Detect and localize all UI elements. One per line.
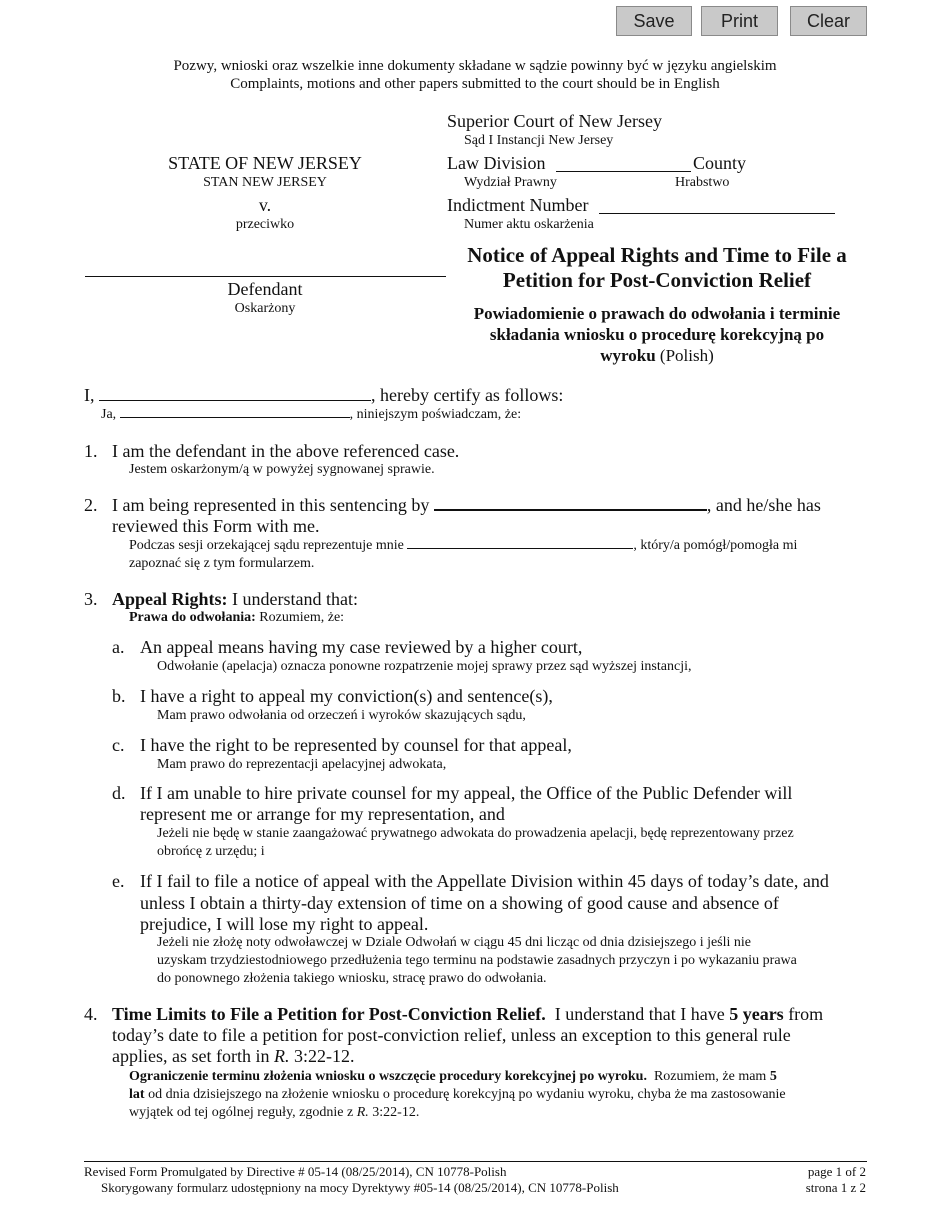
item-3e-text-line-3: prejudice, I will lose my right to appeal. xyxy=(140,914,429,934)
form-title-polish-bold: wyroku xyxy=(600,346,656,365)
indictment-number-label-polish: Numer aktu oskarżenia xyxy=(464,217,594,232)
item-4-line-2: today’s date to file a petition for post-conviction relief, unless an exception to this general rule xyxy=(112,1025,791,1045)
item-4-rule-number: 3:22-12. xyxy=(293,1046,355,1066)
indictment-number-input[interactable] xyxy=(599,213,835,214)
county-input[interactable] xyxy=(556,171,691,172)
item-2-polish-line-1 xyxy=(129,537,797,555)
item-2-line-1 xyxy=(112,495,821,516)
print-button[interactable]: Print xyxy=(701,6,778,36)
item-4-line-3-pre: applies, as set forth in xyxy=(112,1046,270,1066)
defendant-name-input[interactable] xyxy=(85,276,446,277)
item-3d-text-line-2: represent me or arrange for my representation, and xyxy=(140,804,505,824)
item-4-years: 5 years xyxy=(729,1004,784,1024)
item-4-polish-line-2 xyxy=(129,1086,786,1104)
item-3b-text-polish: Mam prawo odwołania od orzeczeń i wyroków skazujących sądu, xyxy=(157,708,526,723)
defendant-label: Defendant xyxy=(227,279,303,299)
item-3e-text-line-2: unless I obtain a thirty-day extension of time on a showing of good cause and absence of xyxy=(140,893,779,913)
item-4-polish-years: lat xyxy=(129,1087,145,1102)
certify-prefix-polish: Ja, xyxy=(101,407,117,422)
item-3e-polish-line-3: do ponownego złożenia takiego wniosku, stracę prawo do odwołania. xyxy=(157,971,547,986)
certify-line-polish xyxy=(101,406,521,424)
counsel-name-polish-input[interactable] xyxy=(407,537,633,549)
language-notice-english: Complaints, motions and other papers submitted to the court should be in English xyxy=(230,76,720,92)
certifier-name-polish-input[interactable] xyxy=(120,406,350,418)
item-3e-letter: e. xyxy=(112,871,125,891)
certify-line xyxy=(84,385,563,406)
item-3e-polish-line-2: uzyskam trzydziestodniowego przedłużenia tego terminu na podstawie zasadnych przyczyn i po wykazaniu prawa xyxy=(157,953,797,968)
item-3d-text-line-1: If I am unable to hire private counsel for my appeal, the Office of the Public Defender will xyxy=(140,783,793,803)
item-3e-polish-line-1: Jeżeli nie złożę noty odwoławczej w Dziale Odwołań w ciągu 45 dni licząc od dnia dzisiejszego i jeśli nie xyxy=(157,935,752,950)
item-2-polish-suffix: , który/a pomógł/pomogła mi xyxy=(633,538,798,553)
court-name: Superior Court of New Jersey xyxy=(447,111,662,131)
item-1-text: I am the defendant in the above referenced case. xyxy=(112,441,460,461)
item-4-polish-line-3-pre: wyjątek od tej ogólnej reguły, zgodnie z xyxy=(129,1105,354,1120)
indictment-number-label: Indictment Number xyxy=(447,195,589,215)
certify-prefix: I, xyxy=(84,385,95,405)
state-title: STATE OF NEW JERSEY xyxy=(168,153,362,173)
form-title-line-1: Notice of Appeal Rights and Time to File a xyxy=(467,243,847,267)
item-3a-text: An appeal means having my case reviewed by a higher court, xyxy=(140,637,583,657)
appeal-rights-heading: Appeal Rights: xyxy=(112,589,228,609)
item-4-polish-line-1-rest: Rozumiem, że mam xyxy=(653,1069,767,1084)
item-3b-letter: b. xyxy=(112,686,126,706)
item-3-number: 3. xyxy=(84,589,98,609)
save-button[interactable]: Save xyxy=(616,6,692,36)
item-2-polish-line-2: zapoznać się z tym formularzem. xyxy=(129,556,315,571)
item-4-polish-line-2-rest: od dnia dzisiejszego na złożenie wniosku o procedurę korekcyjną po wydaniu wyroku, chyba że ma zastosowanie xyxy=(148,1087,786,1102)
form-title xyxy=(447,243,867,293)
item-4-rule-r: R. xyxy=(273,1046,290,1066)
item-4-line-1-end: from xyxy=(788,1004,824,1024)
time-limits-heading-polish: Ograniczenie terminu złożenia wniosku o wszczęcie procedury korekcyjnej po wyroku. xyxy=(129,1069,647,1084)
item-4-number: 4. xyxy=(84,1004,98,1024)
item-4-line-1 xyxy=(112,1004,823,1025)
footer-page-number: page 1 of 2 xyxy=(807,1164,866,1179)
clear-button[interactable]: Clear xyxy=(790,6,867,36)
item-4-line-3 xyxy=(112,1046,354,1067)
county-label: County xyxy=(693,153,747,173)
item-4-polish-line-3 xyxy=(129,1104,419,1122)
item-3e-text-line-1: If I fail to file a notice of appeal with the Appellate Division within 45 days of today’s date, and xyxy=(140,871,829,891)
item-4-polish-line-1 xyxy=(129,1068,777,1086)
item-3d-letter: d. xyxy=(112,783,126,803)
footer-page-number-polish: strona 1 z 2 xyxy=(805,1180,866,1195)
law-division-label-polish: Wydział Prawny xyxy=(464,175,557,190)
item-1-number: 1. xyxy=(84,441,98,461)
form-title-polish-line-2: składania wniosku o procedurę korekcyjną po xyxy=(489,325,825,344)
counsel-name-input[interactable] xyxy=(434,495,707,511)
appeal-rights-heading-polish: Prawa do odwołania: xyxy=(129,610,256,625)
item-4-polish-rule-number: 3:22-12. xyxy=(372,1105,420,1120)
versus-label: v. xyxy=(258,195,272,215)
item-3d-polish-line-1: Jeżeli nie będę w stanie zaangażować prywatnego adwokata do prowadzenia apelacji, będę reprezentowany przez xyxy=(157,826,794,841)
form-title-line-2: Petition for Post-Conviction Relief xyxy=(502,268,812,292)
item-3-heading xyxy=(112,589,358,610)
item-3d-polish-line-2: obrońcę z urzędu; i xyxy=(157,844,265,859)
item-2-polish-prefix: Podczas sesji orzekającej sądu reprezentuje mnie xyxy=(129,538,404,553)
time-limits-heading: Time Limits to File a Petition for Post-Conviction Relief. xyxy=(112,1004,546,1024)
item-2-suffix: , and he/she has xyxy=(706,495,821,515)
certifier-name-input[interactable] xyxy=(99,386,371,401)
item-3a-text-polish: Odwołanie (apelacja) oznacza ponowne rozpatrzenie mojej sprawy przez sąd wyższej instancji, xyxy=(157,659,692,674)
item-1-text-polish: Jestem oskarżonym/ą w powyżej sygnowanej sprawie. xyxy=(129,462,435,477)
item-2-number: 2. xyxy=(84,495,98,515)
certify-suffix: , hereby certify as follows: xyxy=(371,385,564,405)
item-2-line-2: reviewed this Form with me. xyxy=(112,516,320,536)
item-3c-text-polish: Mam prawo do reprezentacji apelacyjnej adwokata, xyxy=(157,757,447,772)
item-3b-text: I have a right to appeal my conviction(s) and sentence(s), xyxy=(140,686,553,706)
item-4-polish-rule-r: R. xyxy=(356,1105,369,1120)
appeal-rights-intro: I understand that: xyxy=(232,589,358,609)
footer-divider xyxy=(84,1161,867,1162)
item-3c-text: I have the right to be represented by counsel for that appeal, xyxy=(140,735,572,755)
item-3c-letter: c. xyxy=(112,735,125,755)
footer-revision-polish: Skorygowany formularz udostępniony na mocy Dyrektywy #05-14 (08/25/2014), CN 10778-Polish xyxy=(101,1180,619,1195)
versus-label-polish: przeciwko xyxy=(235,217,295,232)
footer-revision: Revised Form Promulgated by Directive # 05-14 (08/25/2014), CN 10778-Polish xyxy=(84,1164,507,1179)
language-notice-polish: Pozwy, wnioski oraz wszelkie inne dokumenty składane w sądzie powinny być w języku angielskim xyxy=(173,58,777,74)
certify-suffix-polish: , niniejszym poświadczam, że: xyxy=(349,407,522,422)
form-title-polish xyxy=(447,303,867,366)
item-4-polish-five: 5 xyxy=(769,1069,777,1084)
form-title-polish-line-3 xyxy=(447,345,867,366)
state-title-polish: STAN NEW JERSEY xyxy=(203,175,327,190)
item-4-line-1-rest: I understand that I have xyxy=(554,1004,725,1024)
form-title-polish-line-1: Powiadomienie o prawach do odwołania i terminie xyxy=(473,304,841,323)
defendant-label-polish: Oskarżony xyxy=(234,301,296,316)
law-division-label: Law Division xyxy=(447,153,546,173)
appeal-rights-intro-polish: Rozumiem, że: xyxy=(259,610,345,625)
county-label-polish: Hrabstwo xyxy=(675,175,730,190)
form-title-language: (Polish) xyxy=(659,346,714,365)
item-2-prefix: I am being represented in this sentencing by xyxy=(112,495,430,515)
item-3a-letter: a. xyxy=(112,637,125,657)
court-name-polish: Sąd I Instancji New Jersey xyxy=(464,133,614,148)
item-3-heading-polish xyxy=(129,609,344,627)
